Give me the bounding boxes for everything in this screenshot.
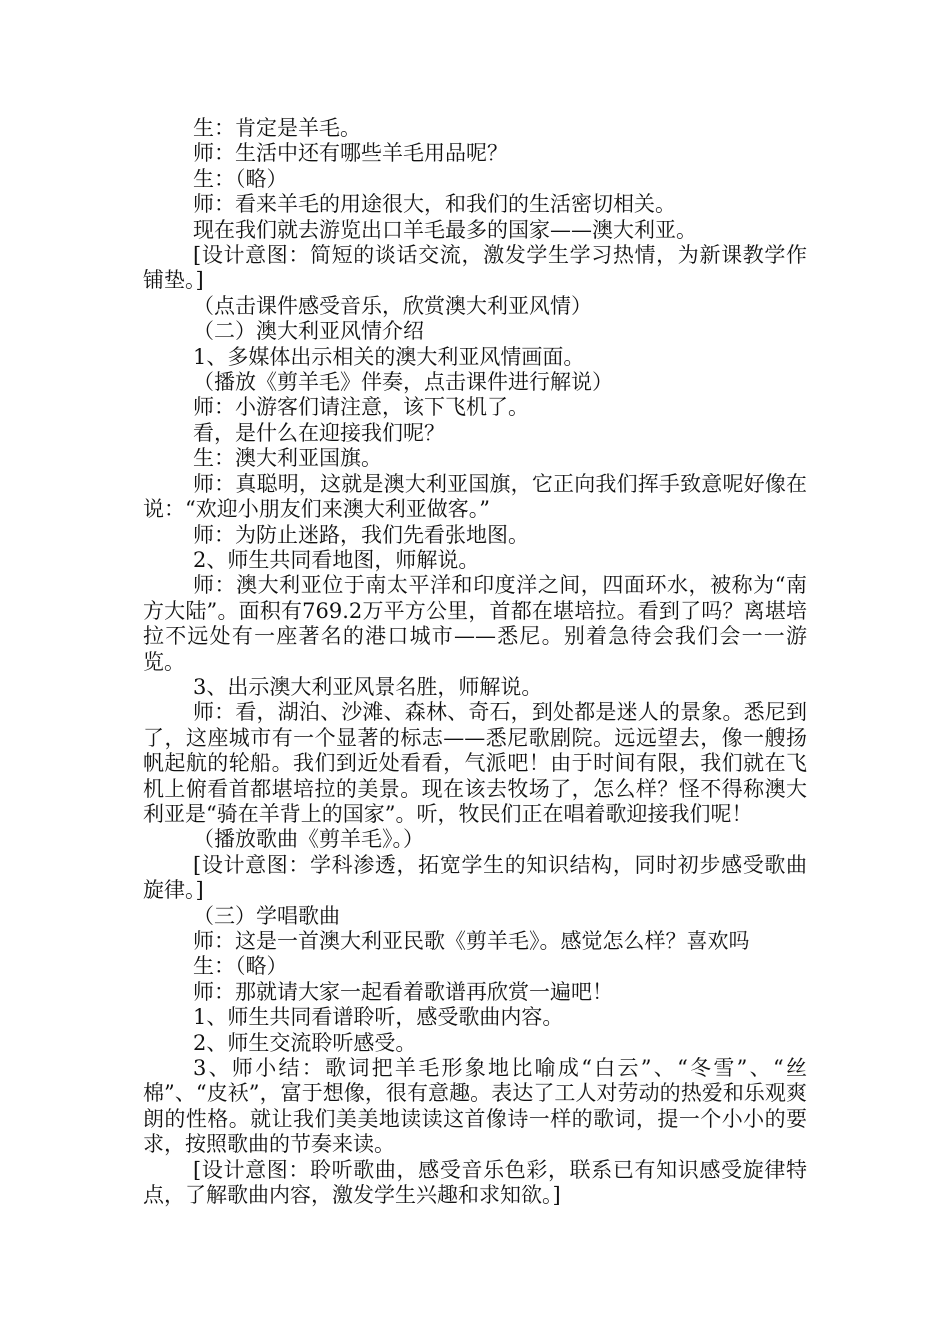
paragraph-17: 师：澳大利亚位于南太平洋和印度洋之间，四面环水，被称为“南方大陆”。面积有769.2万平方公里，首都在堪培拉。看到了吗？离堪培拉不远处有一座著名的港口城市——悉尼。别着急待会我们会一一游览。 — [143, 573, 807, 674]
paragraph-18: 3、出示澳大利亚风景名胜，师解说。 — [193, 674, 543, 699]
paragraph-2: 师：生活中还有哪些羊毛用品呢？ — [193, 141, 508, 166]
design-intent-3: [设计意图：聆听歌曲，感受音乐色彩，联系已有知识感受旋律特点，了解歌曲内容，激发学生兴趣和求知欲。] — [143, 1157, 807, 1208]
paragraph-20: （播放歌曲《剪羊毛》。） — [193, 827, 424, 852]
paragraph-28: 3、师小结：歌词把羊毛形象地比喻成“白云”、“冬雪”、“丝棉”、“皮袄”，富于想像，很有意趣。表达了工人对劳动的热爱和乐观爽朗的性格。就让我们美美地读读这首像诗一样的歌词，提一个小小的要求，按照歌曲的节奏来读。 — [143, 1056, 807, 1157]
paragraph-15: 师：为防止迷路，我们先看张地图。 — [193, 522, 529, 547]
paragraph-1: 生：肯定是羊毛。 — [193, 116, 361, 140]
paragraph-19: 师：看，湖泊、沙滩、森林、奇石，到处都是迷人的景象。悉尼到了，这座城市有一个显著的标志——悉尼歌剧院。远远望去，像一艘扬帆起航的轮船。我们到近处看看，气派吧！由于时间有限，我们就在飞机上俯看首都堪培拉的美景。现在该去牧场了，怎么样？怪不得称澳大利亚是“骑在羊背上的国家”。听，牧民们正在唱着歌迎接我们呢！ — [143, 700, 807, 826]
paragraph-11: 师：小游客们请注意，该下飞机了。 — [193, 395, 529, 420]
paragraph-13: 生：澳大利亚国旗。 — [193, 446, 382, 471]
section-heading-3: （三）学唱歌曲 — [193, 903, 340, 928]
paragraph-7: （点击课件感受音乐，欣赏澳大利亚风情） — [193, 293, 592, 318]
paragraph-25: 师：那就请大家一起看着歌谱再欣赏一遍吧！ — [193, 979, 613, 1004]
section-heading-2: （二）澳大利亚风情介绍 — [193, 319, 424, 344]
paragraph-5: 现在我们就去游览出口羊毛最多的国家——澳大利亚。 — [193, 217, 697, 242]
paragraph-12: 看，是什么在迎接我们呢？ — [193, 420, 445, 445]
paragraph-9: 1、多媒体出示相关的澳大利亚风情画面。 — [193, 344, 585, 369]
paragraph-27: 2、师生交流聆听感受。 — [193, 1030, 417, 1055]
paragraph-23: 师：这是一首澳大利亚民歌《剪羊毛》。感觉怎么样？喜欢吗 — [193, 929, 750, 953]
paragraph-24: 生：（略） — [193, 954, 288, 979]
paragraph-3: 生：（略） — [193, 166, 288, 191]
paragraph-4: 师：看来羊毛的用途很大，和我们的生活密切相关。 — [193, 192, 676, 217]
design-intent-1: [设计意图：简短的谈话交流，激发学生学习热情，为新课教学作铺垫。] — [143, 243, 807, 293]
document-body — [143, 116, 807, 1208]
design-intent-2: [设计意图：学科渗透，拓宽学生的知识结构，同时初步感受歌曲旋律。] — [143, 852, 807, 903]
paragraph-26: 1、师生共同看谱聆听，感受歌曲内容。 — [193, 1005, 564, 1030]
paragraph-14: 师：真聪明，这就是澳大利亚国旗，它正向我们挥手致意呢好像在说：“欢迎小朋友们来澳大利亚做客。” — [143, 471, 807, 522]
paragraph-10: （播放《剪羊毛》伴奏，点击课件进行解说） — [193, 370, 613, 395]
paragraph-16: 2、师生共同看地图，师解说。 — [193, 547, 480, 572]
